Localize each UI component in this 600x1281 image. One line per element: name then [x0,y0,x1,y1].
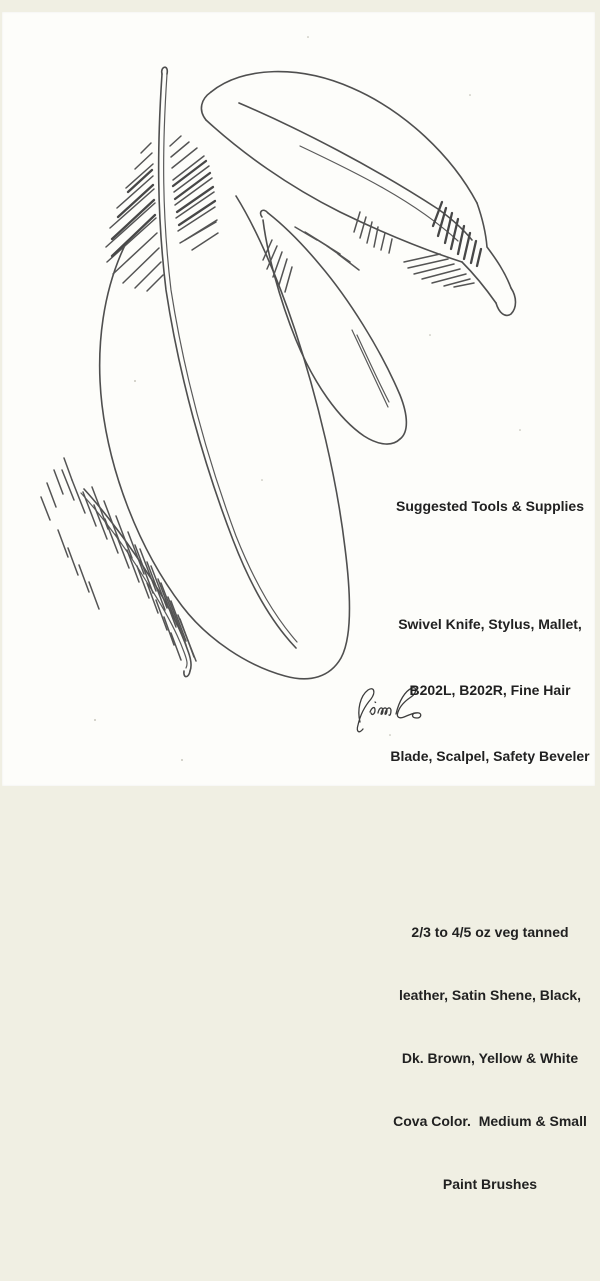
tools-line: Blade, Scalpel, Safety Beveler [390,748,590,764]
supplies-line: leather, Satin Shene, Black, [398,987,582,1003]
supplies-line: 2/3 to 4/5 oz veg tanned [411,924,569,940]
supplies-line: Cova Color. Medium & Small [393,1113,587,1129]
tools-line: Swivel Knife, Stylus, Mallet, [398,616,582,632]
slender-feather-middle-drawing [261,210,407,444]
downy-barbs [41,458,196,661]
tip-barb-hatching [433,202,481,266]
tools-list [378,569,600,811]
note-title: Suggested Tools & Supplies [396,498,584,514]
right-barb-hatching [170,136,218,250]
supplies-list [378,880,600,1237]
supplies-line: Paint Brushes [442,1176,538,1192]
supplies-line: Dk. Brown, Yellow & White [401,1050,579,1066]
downy-feather-bottom-left-drawing [41,458,196,677]
oval-feather-top-right-drawing [201,72,515,316]
tools-supplies-note [378,451,600,1281]
tools-line: B202L, B202R, Fine Hair [409,682,571,698]
